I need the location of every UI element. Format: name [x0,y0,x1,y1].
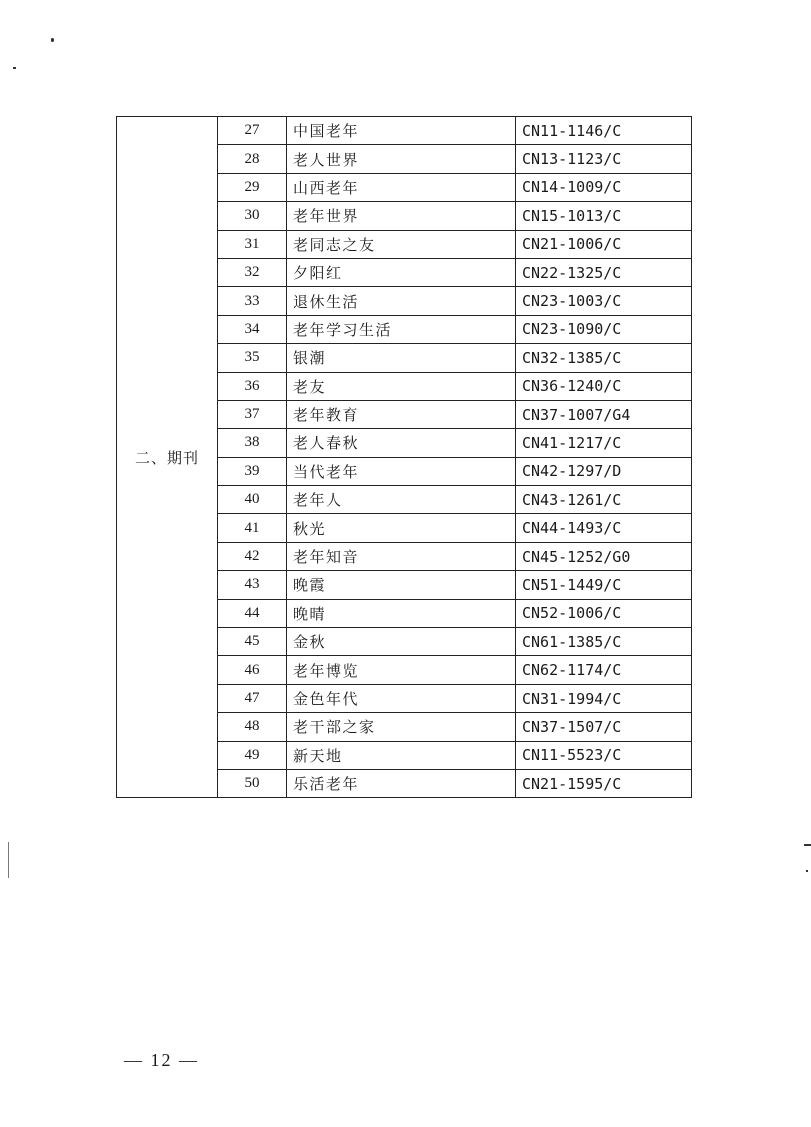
row-number-cell: 31 [218,230,287,258]
cn-number-cell: CN37-1007/G4 [516,400,692,428]
cn-number-cell: CN36-1240/C [516,372,692,400]
periodical-name-cell: 老同志之友 [287,230,516,258]
row-number-cell: 38 [218,429,287,457]
periodical-name-cell: 山西老年 [287,173,516,201]
periodicals-table [116,116,692,798]
periodical-name-cell: 秋光 [287,514,516,542]
cn-number-cell: CN21-1006/C [516,230,692,258]
row-number-cell: 46 [218,656,287,684]
cn-number-cell: CN23-1003/C [516,287,692,315]
category-cell: 二、期刊 [117,117,218,798]
cn-number-cell: CN41-1217/C [516,429,692,457]
periodical-name-cell: 老年博览 [287,656,516,684]
row-number-cell: 39 [218,457,287,485]
row-number-cell: 44 [218,599,287,627]
cn-number-cell: CN11-5523/C [516,741,692,769]
scan-speck [8,842,9,878]
cn-number-cell: CN32-1385/C [516,344,692,372]
periodical-name-cell: 老年人 [287,486,516,514]
row-number-cell: 32 [218,258,287,286]
periodical-name-cell: 退休生活 [287,287,516,315]
row-number-cell: 27 [218,117,287,145]
cn-number-cell: CN61-1385/C [516,628,692,656]
cn-number-cell: CN37-1507/C [516,713,692,741]
cn-number-cell: CN13-1123/C [516,145,692,173]
periodical-name-cell: 老人世界 [287,145,516,173]
cn-number-cell: CN43-1261/C [516,486,692,514]
row-number-cell: 28 [218,145,287,173]
cn-number-cell: CN21-1595/C [516,769,692,797]
cn-number-cell: CN15-1013/C [516,202,692,230]
row-number-cell: 40 [218,486,287,514]
row-number-cell: 34 [218,315,287,343]
row-number-cell: 41 [218,514,287,542]
row-number-cell: 43 [218,571,287,599]
row-number-cell: 47 [218,684,287,712]
periodicals-table-body [117,117,692,798]
cn-number-cell: CN31-1994/C [516,684,692,712]
row-number-cell: 37 [218,400,287,428]
periodical-name-cell: 当代老年 [287,457,516,485]
cn-number-cell: CN45-1252/G0 [516,542,692,570]
periodical-name-cell: 金秋 [287,628,516,656]
periodical-name-cell: 乐活老年 [287,769,516,797]
row-number-cell: 35 [218,344,287,372]
periodical-name-cell: 金色年代 [287,684,516,712]
row-number-cell: 42 [218,542,287,570]
periodical-name-cell: 老人春秋 [287,429,516,457]
periodical-name-cell: 夕阳红 [287,258,516,286]
scan-speck [804,844,811,846]
page-number: — 12 — [124,1050,199,1070]
periodical-name-cell: 晚晴 [287,599,516,627]
periodical-name-cell: 老年教育 [287,400,516,428]
cn-number-cell: CN52-1006/C [516,599,692,627]
periodical-name-cell: 老干部之家 [287,713,516,741]
cn-number-cell: CN42-1297/D [516,457,692,485]
row-number-cell: 29 [218,173,287,201]
row-number-cell: 36 [218,372,287,400]
periodical-name-cell: 老友 [287,372,516,400]
cn-number-cell: CN51-1449/C [516,571,692,599]
cn-number-cell: CN11-1146/C [516,117,692,145]
periodical-name-cell: 老年知音 [287,542,516,570]
periodical-name-cell: 中国老年 [287,117,516,145]
scan-speck [13,67,16,69]
periodical-name-cell: 晚霞 [287,571,516,599]
row-number-cell: 45 [218,628,287,656]
periodical-name-cell: 老年世界 [287,202,516,230]
row-number-cell: 33 [218,287,287,315]
cn-number-cell: CN22-1325/C [516,258,692,286]
cn-number-cell: CN23-1090/C [516,315,692,343]
row-number-cell: 30 [218,202,287,230]
periodical-name-cell: 老年学习生活 [287,315,516,343]
cn-number-cell: CN62-1174/C [516,656,692,684]
row-number-cell: 49 [218,741,287,769]
scan-speck [51,38,54,42]
periodical-name-cell: 新天地 [287,741,516,769]
row-number-cell: 48 [218,713,287,741]
row-number-cell: 50 [218,769,287,797]
cn-number-cell: CN44-1493/C [516,514,692,542]
cn-number-cell: CN14-1009/C [516,173,692,201]
table-row [117,117,692,145]
scan-speck [806,870,808,872]
periodical-name-cell: 银潮 [287,344,516,372]
